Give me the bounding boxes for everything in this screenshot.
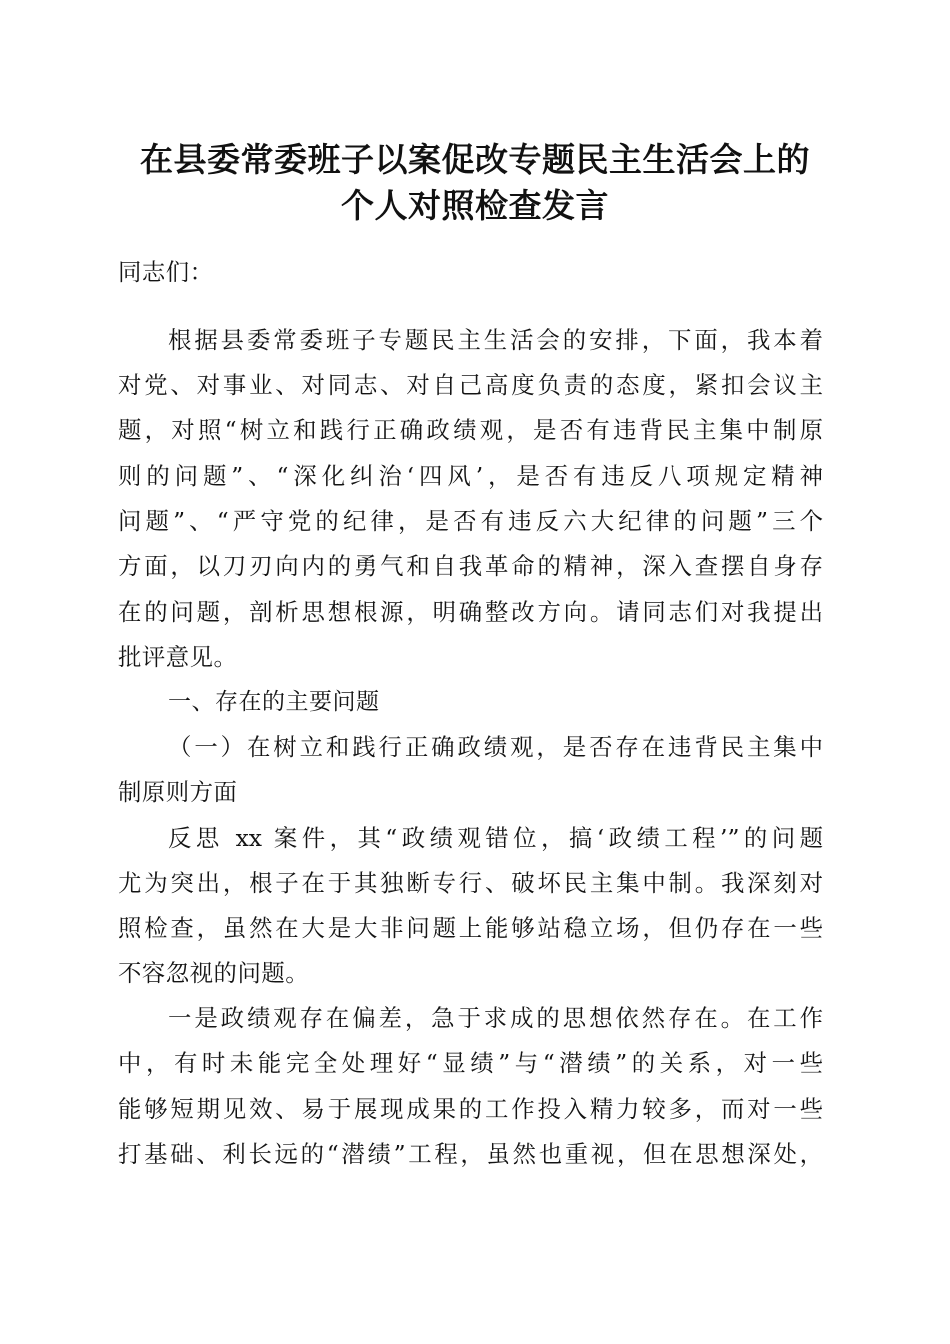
subsection-heading-line: （一）在树立和践行正确政绩观，是否存在违背民主集中 <box>168 733 823 761</box>
paragraph-line: 反思 xx 案件，其“政绩观错位，搞‘政绩工程’”的问题 <box>168 824 823 852</box>
paragraph-line: 尤为突出，根子在于其独断专行、破坏民主集中制。我深刻对 <box>118 869 823 897</box>
paragraph-line: 不容忽视的问题。 <box>118 959 310 987</box>
paragraph-line: 问题”、“严守党的纪律，是否有违反六大纪律的问题”三个 <box>118 507 823 535</box>
paragraph-line: 中，有时未能完全处理好“显绩”与“潜绩”的关系，对一些 <box>118 1049 823 1077</box>
paragraph-line: 对党、对事业、对同志、对自己高度负责的态度，紧扣会议主 <box>118 371 823 399</box>
paragraph-line: 批评意见。 <box>118 643 238 671</box>
salutation: 同志们： <box>118 258 214 286</box>
paragraph-line: 打基础、利长远的“潜绩”工程，虽然也重视，但在思想深处， <box>118 1140 823 1168</box>
paragraph-line: 一是政绩观存在偏差，急于求成的思想依然存在。在工作 <box>168 1004 823 1032</box>
document-title-line-1: 在县委常委班子以案促改专题民主生活会上的 <box>140 140 810 179</box>
paragraph-line: 题，对照“树立和践行正确政绩观，是否有违背民主集中制原 <box>118 416 823 444</box>
paragraph-line: 则的问题”、“深化纠治‘四风’，是否有违反八项规定精神 <box>118 462 823 490</box>
document-title-line-2: 个人对照检查发言 <box>341 186 609 225</box>
paragraph-line: 照检查，虽然在大是大非问题上能够站稳立场，但仍存在一些 <box>118 914 823 942</box>
paragraph-line: 在的问题，剖析思想根源，明确整改方向。请同志们对我提出 <box>118 598 823 626</box>
paragraph-line: 方面，以刀刃向内的勇气和自我革命的精神，深入查摆自身存 <box>118 552 823 580</box>
paragraph-line: 能够短期见效、易于展现成果的工作投入精力较多，而对一些 <box>118 1095 823 1123</box>
section-heading: 一、存在的主要问题 <box>168 689 380 715</box>
subsection-heading-line: 制原则方面 <box>118 778 238 806</box>
paragraph-line: 根据县委常委班子专题民主生活会的安排，下面，我本着 <box>168 326 823 354</box>
